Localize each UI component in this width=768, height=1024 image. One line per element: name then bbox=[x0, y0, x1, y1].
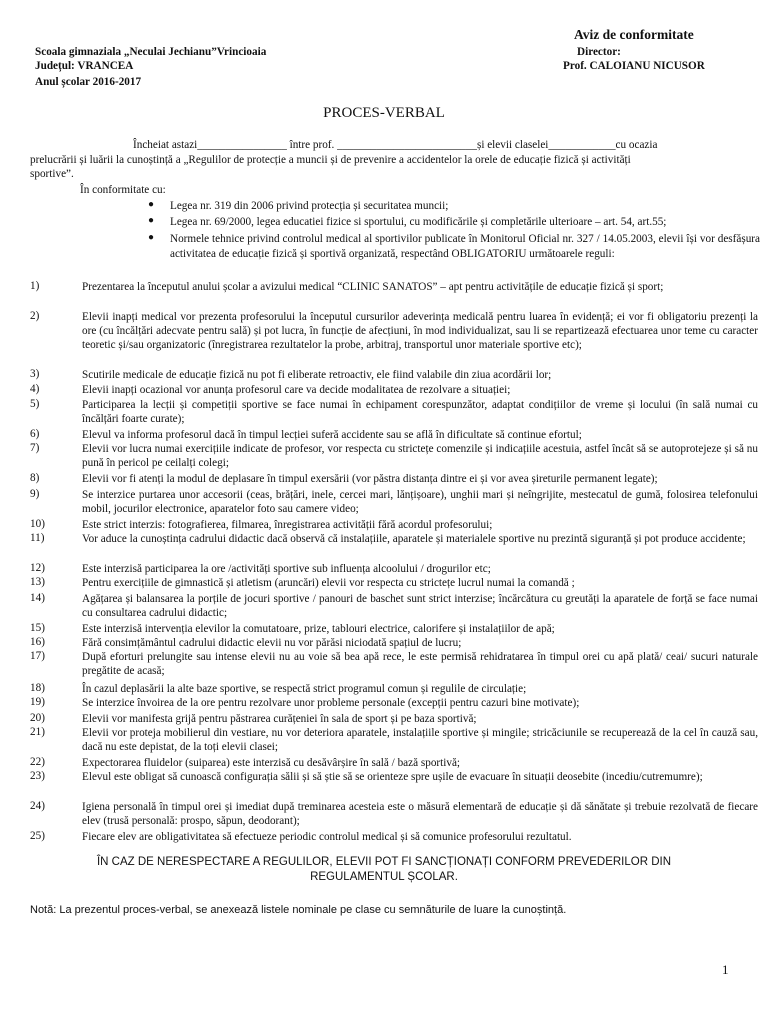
sanction-warning-line-2: REGULAMENTUL ȘCOLAR. bbox=[310, 871, 458, 883]
rule-text: Elevii vor lucra numai exercițiile indicate de profesor, vor respecta cu strictețe comenzile și indicațiile acestuia, astfel încât să se autoprotejeze și să nu pună în pericol pe ceilalți colegi; bbox=[82, 443, 758, 470]
rule-text: Scutirile medicale de educație fizică nu pot fi eliberate retroactiv, ele fiind valabile din ziua acordării lor; bbox=[82, 369, 552, 381]
rule-text: Elevii vor fi atenți la modul de deplasare în timpul exersării (vor păstra distanța dintre ei și vor avea șireturile permanent legate); bbox=[82, 473, 658, 485]
rule-number: 18) bbox=[30, 682, 45, 694]
rule-text: Participarea la lecții și competiții sportive se face numai în echipament corespunzător, adaptat condițiilor de vreme și locului (în sală numai cu încălțări foarte curate); bbox=[82, 399, 758, 426]
rule-number: 9) bbox=[30, 488, 40, 500]
rule-number: 5) bbox=[30, 398, 40, 410]
intro-line-4: În conformitate cu: bbox=[80, 184, 166, 196]
rule-text: Elevii inapți medical vor prezenta profesorului la începutul cursurilor adeverința medicală pentru luarea în evidență; ei vor fi obligatoriu prezenți la ore (cu încălțări adecvate pentru sală) și pot lucra, în funcție de afecțiuni, în mod individualizat, sau li se repartizează efectuarea unor teme cu caracter teoretic și/sau organizatoric (înregistrarea rezultatelor la probe, arbitraj, transportul unor materiale sportive etc); bbox=[82, 311, 758, 352]
rule-text: Prezentarea la începutul anului școlar a avizului medical “CLINIC SANATOS” – apt pentru activitățile de educație fizică și sport; bbox=[82, 281, 664, 293]
rule-text: Igiena personală în timpul orei și imediat după treminarea acesteia este o măsură elementară de educație și dă sănătate și trebuie rezolvată de fiecare elev (trusă personală: prospo, săpun, deodorant); bbox=[82, 801, 758, 828]
rule-text: Se interzice purtarea unor accesorii (ceas, brățări, inele, cercei mari, lănțișoare), unghii mari și neîngrijite, mestecatul de gumă, folosirea telefonului mobil, jocurilor electronice, aparatelor foto sau camere video; bbox=[82, 489, 758, 516]
annex-note: Notă: La prezentul proces-verbal, se anexează listele nominale pe clase cu semnăturile de luare la cunoștință. bbox=[30, 904, 567, 916]
rule-number: 10) bbox=[30, 518, 45, 530]
rule-text: Elevii vor proteja mobilierul din vestiare, nu vor deteriora aparatele, instalațiile sportive și mingile; stricăciunile se recuperează de la cel în cauză sau, dacă nu este depistat, de la toți elevii clasei; bbox=[82, 727, 758, 754]
rule-text: Este interzisă participarea la ore /activități sportive sub influența alcoolului / drogurilor etc; bbox=[82, 563, 491, 575]
director-name: Prof. CALOIANU NICUSOR bbox=[563, 60, 705, 72]
rule-number: 21) bbox=[30, 726, 45, 738]
intro-line-1: Încheiat astazi________________ între prof. _________________________și elevii claselei____________cu ocazia bbox=[133, 139, 658, 151]
bullet-icon: ● bbox=[148, 215, 155, 226]
rule-text: Fără consimțământul cadrului didactic elevii nu vor părăsi niciodată spațiul de lucru; bbox=[82, 637, 462, 649]
rule-number: 20) bbox=[30, 712, 45, 724]
rule-text: Se interzice învoirea de la ore pentru rezolvare unor probleme personale (excepții pentru cazuri bine motivate); bbox=[82, 697, 580, 709]
rule-text: Elevii vor manifesta grijă pentru păstrarea curățeniei în sala de sport și pe baza sportivă; bbox=[82, 713, 477, 725]
rule-text: Expectorarea fluidelor (suiparea) este interzisă cu desăvârșire în sală / bază sportivă; bbox=[82, 757, 461, 769]
intro-line-2: prelucrării și luării la cunoștință a „Regulilor de protecție a muncii și de prevenire a accidentelor la orele de educație fizică și activități bbox=[30, 154, 631, 166]
rule-number: 11) bbox=[30, 532, 45, 544]
rule-number: 12) bbox=[30, 562, 45, 574]
rule-number: 23) bbox=[30, 770, 45, 782]
rule-text: Pentru exercițiile de gimnastică și atletism (aruncări) elevii vor respecta cu strictețe lucrul numai la comandă ; bbox=[82, 577, 575, 589]
sanction-warning bbox=[0, 855, 768, 885]
sanction-warning-line-1: ÎN CAZ DE NERESPECTARE A REGULILOR, ELEVII POT FI SANCȚIONAȚI CONFORM PREVEDERILOR DIN bbox=[96, 856, 672, 868]
rule-text: În cazul deplasării la alte baze sportive, se respectă strict programul comun și regulile de circulație; bbox=[82, 683, 527, 695]
rule-number: 7) bbox=[30, 442, 40, 454]
county: Județul: VRANCEA bbox=[35, 60, 134, 72]
rule-number: 15) bbox=[30, 622, 45, 634]
approval-title: Aviz de conformitate bbox=[574, 27, 694, 42]
rule-text: Elevul este obligat să cunoască configurația sălii și să știe să se orienteze spre ușile de evacuare în situații deosebite (incediu/cutremumre); bbox=[82, 771, 703, 783]
school-name: Scoala gimnaziala „Neculai Jechianu”Vrincioaia bbox=[35, 46, 267, 58]
rule-text: Este strict interzis: fotografierea, filmarea, înregistrarea activității fără acordul profesorului; bbox=[82, 519, 493, 531]
bullet-icon: ● bbox=[148, 232, 155, 243]
director-label: Director: bbox=[577, 46, 621, 58]
rule-number: 22) bbox=[30, 756, 45, 768]
rule-number: 1) bbox=[30, 280, 40, 292]
rule-text: Agățarea și balansarea la porțile de jocuri sportive / panouri de baschet sunt strict interzise; încărcătura cu greutăți la aparatele de forță se face numai cu consultarea cadrului didactic; bbox=[82, 593, 758, 620]
school-year: Anul școlar 2016-2017 bbox=[35, 76, 142, 88]
page-number: 1 bbox=[722, 962, 729, 977]
bullet-icon: ● bbox=[148, 199, 155, 210]
rule-text: Fiecare elev are obligativitatea să efectueze periodic controlul medical și să comunice profesorului rezultatul. bbox=[82, 831, 572, 843]
rule-text: Elevul va informa profesorul dacă în timpul lecției suferă accidente sau se află în dificultate să continue efortul; bbox=[82, 429, 582, 441]
rule-number: 14) bbox=[30, 592, 45, 604]
rule-number: 6) bbox=[30, 428, 40, 440]
rule-number: 4) bbox=[30, 383, 40, 395]
rule-number: 25) bbox=[30, 830, 45, 842]
rule-number: 2) bbox=[30, 310, 40, 322]
rule-number: 17) bbox=[30, 650, 45, 662]
rule-text: Este interzisă intervenția elevilor la comutatoare, prize, tablouri electrice, calorifere și instalațiilor de apă; bbox=[82, 623, 555, 635]
page-title: PROCES-VERBAL bbox=[323, 105, 445, 121]
rule-number: 8) bbox=[30, 472, 40, 484]
rule-number: 19) bbox=[30, 696, 45, 708]
rule-text: Vor aduce la cunoștința cadrului didactic dacă observă că instalațiile, aparatele și materialele sportive nu prezintă siguranță și pot produce accidente; bbox=[82, 533, 746, 545]
rule-number: 13) bbox=[30, 576, 45, 588]
intro-line-3: sportive”. bbox=[30, 168, 74, 180]
rule-number: 24) bbox=[30, 800, 45, 812]
rule-text: După eforturi prelungite sau intense elevii nu au voie să bea apă rece, le este permisă rehidratarea în timpul orei cu apă plată/ ceai/ sucuri naturale pregătite de acasă; bbox=[82, 651, 758, 678]
rule-number: 16) bbox=[30, 636, 45, 648]
rule-number: 3) bbox=[30, 368, 40, 380]
rule-text: Elevii inapți ocazional vor anunța profesorul care va decide modalitatea de rezolvare a situației; bbox=[82, 384, 511, 396]
